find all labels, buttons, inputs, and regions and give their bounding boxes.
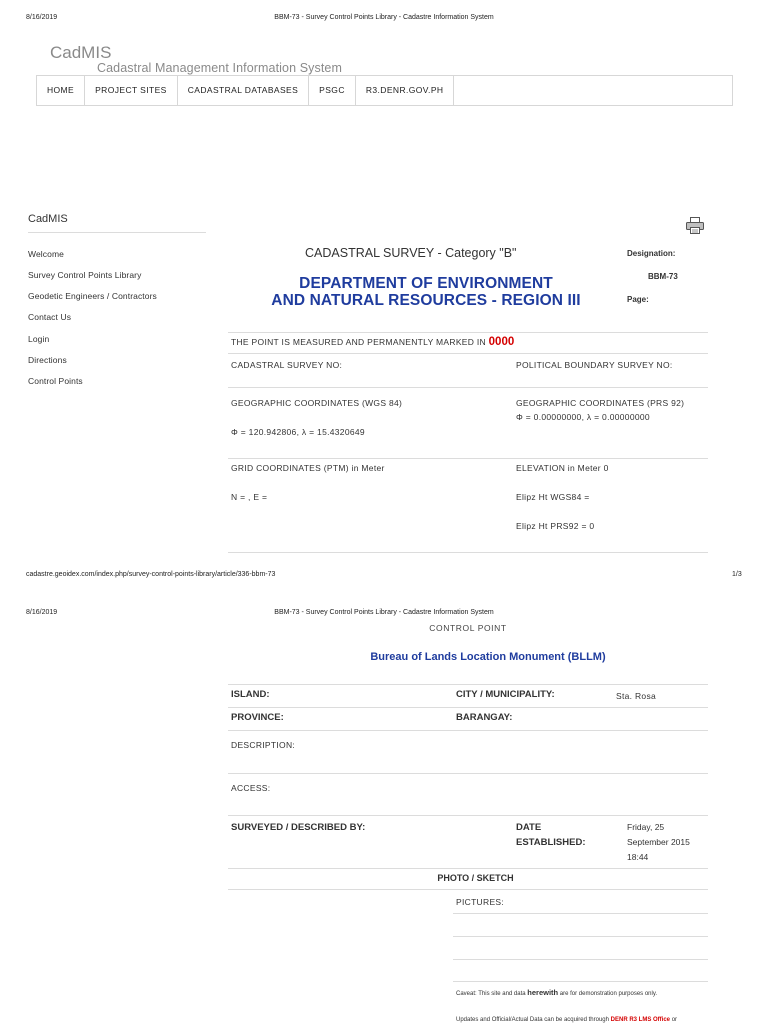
divider — [228, 889, 708, 890]
bllm-title: Bureau of Lands Location Monument (BLLM) — [370, 651, 606, 663]
sidebar-link-login[interactable]: Login — [28, 334, 50, 344]
date-established-label-line2: ESTABLISHED: — [516, 837, 586, 848]
divider — [228, 552, 708, 553]
date-value-month-year: September 2015 — [627, 837, 690, 847]
divider — [228, 773, 708, 774]
denr-lms-office-link[interactable]: DENR R3 LMS Office — [610, 1017, 671, 1023]
date-established-value — [627, 820, 711, 865]
department-title-line2: AND NATURAL RESOURCES - REGION III — [271, 292, 581, 309]
geo-wgs84-label: GEOGRAPHIC COORDINATES (WGS 84) — [231, 398, 403, 408]
print-title-page2: BBM-73 - Survey Control Points Library - Cadastre Information System — [274, 609, 494, 616]
geo-prs92-value: Φ = 0.00000000, λ = 0.00000000 — [516, 412, 650, 422]
surveyed-by-label: SURVEYED / DESCRIBED BY: — [231, 822, 366, 833]
divider — [228, 815, 708, 816]
marked-text — [231, 336, 514, 348]
control-point-title: CONTROL POINT — [429, 623, 507, 633]
sidebar-link-contact-us[interactable]: Contact Us — [28, 312, 72, 322]
sidebar-divider — [28, 232, 206, 233]
nav-psgc[interactable]: PSGC — [309, 76, 356, 105]
designation-value: BBM-73 — [648, 272, 678, 281]
nav-home[interactable]: HOME — [37, 76, 85, 105]
date-value-time: 18:44 — [627, 852, 649, 862]
sidebar-link-directions[interactable]: Directions — [28, 355, 67, 365]
province-label: PROVINCE: — [231, 712, 284, 723]
caveat-prefix: Caveat: This site and data — [456, 991, 526, 997]
marked-year: 0000 — [488, 336, 515, 348]
nav-r3-denr[interactable]: R3.DENR.GOV.PH — [356, 76, 455, 105]
island-label: ISLAND: — [231, 689, 270, 700]
city-municipality-value: Sta. Rosa — [616, 691, 657, 701]
sidebar-link-control-points[interactable]: Control Points — [28, 376, 83, 386]
elevation-label: ELEVATION in Meter 0 — [516, 463, 609, 473]
sidebar-link-survey-control-points[interactable]: Survey Control Points Library — [28, 270, 142, 280]
nav-cadastral-databases[interactable]: CADASTRAL DATABASES — [178, 76, 309, 105]
date-value-day: Friday, 25 — [627, 822, 665, 832]
sidebar-link-geodetic-engineers[interactable]: Geodetic Engineers / Contractors — [28, 291, 157, 301]
grid-coordinates-label: GRID COORDINATES (PTM) in Meter — [231, 463, 385, 473]
city-municipality-label: CITY / MUNICIPALITY: — [456, 689, 555, 700]
photo-sketch-label: PHOTO / SKETCH — [437, 873, 514, 883]
political-boundary-no-label: POLITICAL BOUNDARY SURVEY NO: — [516, 360, 673, 370]
ellipsoidal-height-prs92: Elipz Ht PRS92 = 0 — [516, 521, 595, 531]
designation-label: Designation: — [627, 249, 676, 258]
print-title: BBM-73 - Survey Control Points Library - Cadastre Information System — [274, 14, 494, 21]
divider — [228, 707, 708, 708]
divider — [453, 936, 708, 937]
updates-prefix: Updates and Official/Actual Data can be acquired through — [456, 1017, 609, 1023]
caveat-text — [456, 988, 657, 997]
ellipsoidal-height-wgs84: Elipz Ht WGS84 = — [516, 492, 590, 502]
updates-text — [456, 1017, 677, 1023]
geo-prs92-label: GEOGRAPHIC COORDINATES (PRS 92) — [516, 398, 685, 408]
date-established-label-line1: DATE — [516, 822, 542, 833]
brand-subtitle: Cadastral Management Information System — [97, 61, 342, 75]
divider — [453, 913, 708, 914]
marked-text-label: THE POINT IS MEASURED AND PERMANENTLY MARKED IN — [231, 337, 486, 347]
print-url: cadastre.geoidex.com/index.php/survey-control-points-library/article/336-bbm-73 — [26, 571, 276, 578]
pictures-label: PICTURES: — [456, 897, 505, 907]
geo-wgs84-value: Φ = 120.942806, λ = 15.4320649 — [231, 427, 365, 437]
divider — [228, 332, 708, 333]
divider — [228, 684, 708, 685]
description-label: DESCRIPTION: — [231, 740, 296, 750]
cadastral-survey-title: CADASTRAL SURVEY - Category "B" — [305, 246, 517, 260]
barangay-label: BARANGAY: — [456, 712, 513, 723]
sidebar-link-welcome[interactable]: Welcome — [28, 249, 64, 259]
department-title-line1: DEPARTMENT OF ENVIRONMENT — [299, 275, 553, 292]
divider — [228, 868, 708, 869]
updates-suffix: or — [671, 1017, 678, 1023]
print-date: 8/16/2019 — [26, 14, 58, 21]
caveat-suffix: are for demonstration purposes only. — [559, 991, 658, 997]
page-label: Page: — [627, 295, 649, 304]
brand-name[interactable]: CadMIS — [50, 43, 112, 62]
divider — [228, 458, 708, 459]
caveat-bold: herewith — [527, 988, 559, 997]
divider — [453, 959, 708, 960]
cadastral-survey-no-label: CADASTRAL SURVEY NO: — [231, 360, 343, 370]
main-nav — [36, 75, 733, 106]
print-page-number: 1/3 — [732, 571, 742, 578]
divider — [453, 981, 708, 982]
access-label: ACCESS: — [231, 783, 271, 793]
divider — [228, 387, 708, 388]
nav-project-sites[interactable]: PROJECT SITES — [85, 76, 178, 105]
divider — [228, 730, 708, 731]
print-date-page2: 8/16/2019 — [26, 609, 58, 616]
sidebar-title: CadMIS — [28, 213, 68, 225]
divider — [228, 353, 708, 354]
printer-icon[interactable] — [686, 217, 704, 234]
grid-coordinates-value: N = , E = — [231, 492, 268, 502]
